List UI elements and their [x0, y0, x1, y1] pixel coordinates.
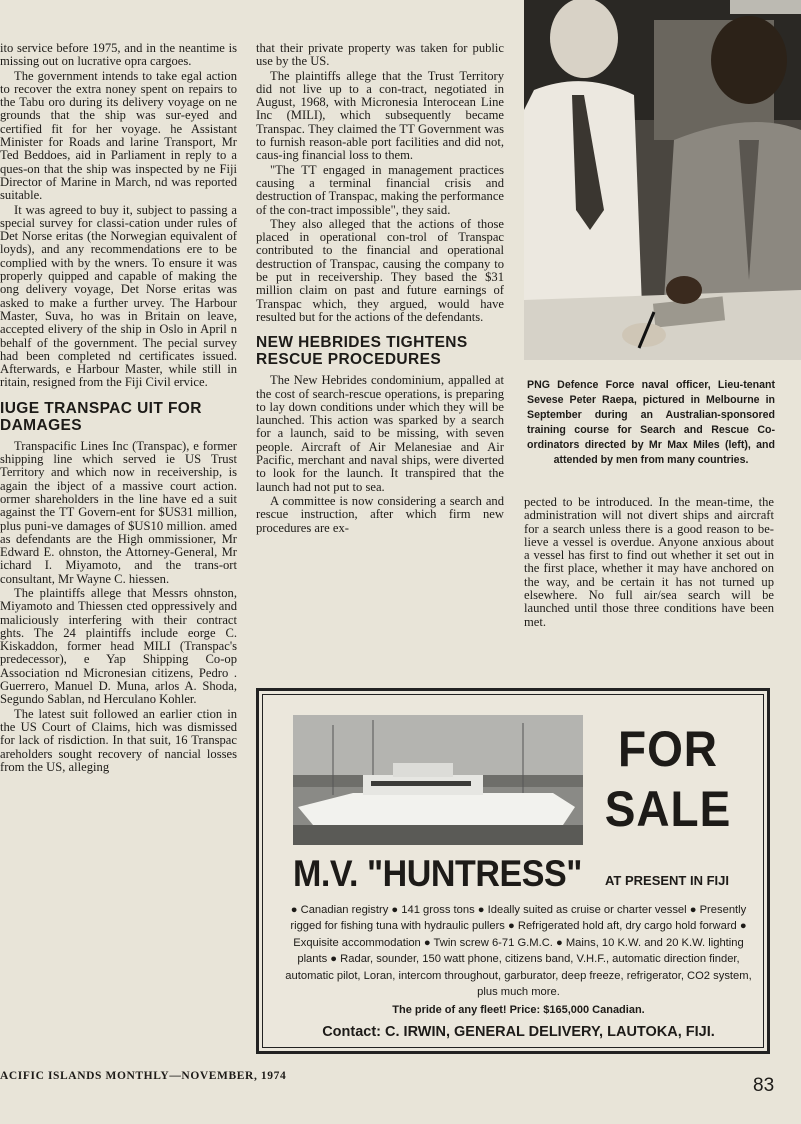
vessel-location: AT PRESENT IN FIJI: [605, 873, 729, 888]
article-column-1: [0, 42, 237, 774]
paragraph: The government intends to take egal action to recover the extra noney spent on repairs to the Tabu oro during its delivery voyage on ne grounds that the ship was sur-eyed and certified fit for her voyage. he Assistant Minister for Roads and larine Transport, Mr Ted Beddoes, aid in Parliament in reply to a ques-on that the ship was inspected by ne Fiji Director of Marine in March, nd was reported suitable.: [0, 68, 237, 203]
photo-caption: PNG Defence Force naval officer, Lieu-tenant Sevese Peter Raepa, pictured in Melbourne in September during an Australian-sponsored training course for Search and Rescue Co-ordinators directed by Mr Max Miles (left), and attended by men from many countries.: [527, 379, 775, 466]
for-sale-word: FOR: [618, 721, 718, 777]
for-sale-heading: [599, 719, 737, 839]
boat-image: [293, 715, 583, 845]
paragraph: The latest suit followed an earlier ction in the US Court of Claims, hich was dismissed for lack of risdiction. In that suit, 16 Transpac areholders sought recovery of nancial losses from the US, alleging: [0, 706, 237, 774]
paragraph: They also alleged that the actions of those placed in operational con-trol of Transpac contributed to the financial and operational destruction of Transpac, causing the company to be put in receivership. They based the $31 million claim on past and future earnings of Transpac which, they argued, would have resulted but for the actions of the defendants.: [256, 216, 504, 324]
paragraph: A committee is now considering a search and rescue instruction, after which firm new procedures are ex-: [256, 493, 504, 535]
paragraph: It was agreed to buy it, subject to passing a special survey for classi-cation under rules of Det Norse eritas (the Norwegian equivalent of loyds), and any recommendations ere to be complied with by the wners. To ensure it was properly quipped and capable of making the ong delivery voyage, Det Norse eritas was asked to make a further urvey. The Harbour Master, Suva, ho was in Britain on leave, accepted elivery of the ship in Oslo in April n behalf of the government. The pecial survey had been completed nd certificates issued. Afterwards, e Harbour Master, while still in ritain, resigned from the Fiji Civil ervice.: [0, 202, 237, 390]
headline-transpac: IUGE TRANSPAC UIT FOR DAMAGES: [0, 399, 202, 434]
headline-new-hebrides: NEW HEBRIDES TIGHTENS RESCUE PROCEDURES: [256, 334, 468, 369]
paragraph: The New Hebrides condominium, appalled at the cost of search-rescue operations, is preparing to lay down conditions under which they will be launched. This action was sparked by a search for a launch, said to be missing, with seven people. Aircraft of Air Melanesiae and Air Pacific, merchant and naval ships, were diverted to look for the launch. It transpired that the launch had not put to sea.: [256, 373, 504, 494]
photo-officers-image: [524, 0, 801, 360]
article-column-2: [256, 42, 504, 535]
for-sale-advertisement: [256, 688, 770, 1054]
paragraph: ito service before 1975, and in the neantime is missing out on lucrative opra cargoes.: [0, 41, 237, 69]
paragraph: Transpacific Lines Inc (Transpac), e former shipping line which served ie US Trust Territory and which now in receivership, is again the ibject of a massive court action. ormer shareholders in the line have ed a suit against the TT Govern-ent for $US31 million, plus puni-ve damages of $US10 million. amed as defendants are the High ommissioner, Mr Edward E. ohnston, the Attorney-General, Mr ichard I. Miyamoto, and the trans-ort consultant, Mr Wayne C. hiessen.: [0, 438, 237, 586]
vessel-price: The pride of any fleet! Price: $165,000 Canadian.: [392, 1004, 645, 1016]
paragraph: The plaintiffs allege that Messrs ohnston, Miyamoto and Thiessen cted oppressively and maliciously interfering with their contract ghts. The 24 plaintiffs include eorge C. Kiskaddon, former head MILI (Transpac's predecessor), e Yap Shipping Co-op Association nd Micronesian citizens, Pedro . Guerrero, Manuel D. Muna, arlos A. Shoda, Segundo Sablan, nd Herculano Kohler.: [0, 585, 237, 707]
vessel-name: M.V. "HUNTRESS": [293, 853, 582, 894]
news-photo: [524, 0, 801, 360]
article-column-3: [524, 496, 774, 629]
vessel-line: [293, 853, 763, 895]
contact-line: Contact: C. IRWIN, GENERAL DELIVERY, LAUTOKA, FIJI.: [322, 1024, 715, 1040]
paragraph: that their private property was taken for public use by the US.: [256, 41, 504, 69]
photo-corner-bar: [730, 0, 801, 14]
magazine-footer: ACIFIC ISLANDS MONTHLY—NOVEMBER, 1974: [0, 1070, 287, 1082]
paragraph: "The TT engaged in management practices causing a terminal financial crisis and destruction of Transpac, making the performance of the con-tract impossible", they said.: [256, 162, 504, 217]
for-sale-word: SALE: [604, 781, 732, 837]
boat-photo: [293, 715, 583, 845]
paragraph: The plaintiffs allege that the Trust Territory did not live up to a con-tract, negotiated in August, 1968, with Micronesia Interocean Line Inc (MILI), which subsequently became Transpac. They claimed the TT Government was to furnish reason-able port facilities and did not, caus-ing financial loss to them.: [256, 68, 504, 163]
vessel-description: ● Canadian registry ● 141 gross tons ● Ideally suited as cruise or charter vessel ● Presently rigged for fishing tuna with hydraulic pullers ● Refrigerated hold aft, dry cargo hold forward ● Exquisite accommodation ● Twin screw 6-71 G.M.C. ● Mains, 10 K.W. and 20 K.W. lighting plants ● Radar, sounder, 150 watt phone, citizens band, V.H.F., automatic direction finder, automatic pilot, Loran, intercom throughout, garburator, deep freeze, refrigerator, CO2 system, plus much more.: [285, 904, 752, 999]
ad-inner-frame: [262, 694, 764, 1048]
page-number: 83: [753, 1075, 775, 1096]
paragraph: pected to be introduced. In the mean-time, the administration will not divert ships and aircraft for a search unless there is a good reason to be-lieve a vessel is overdue. Anyone anxious about a vessel has first to find out whether it set out in the first place, whether it may have anchored on the way, and be certain it has not turned up elsewhere. No full air/sea search will be launched until those three conditions have been met.: [524, 495, 774, 629]
